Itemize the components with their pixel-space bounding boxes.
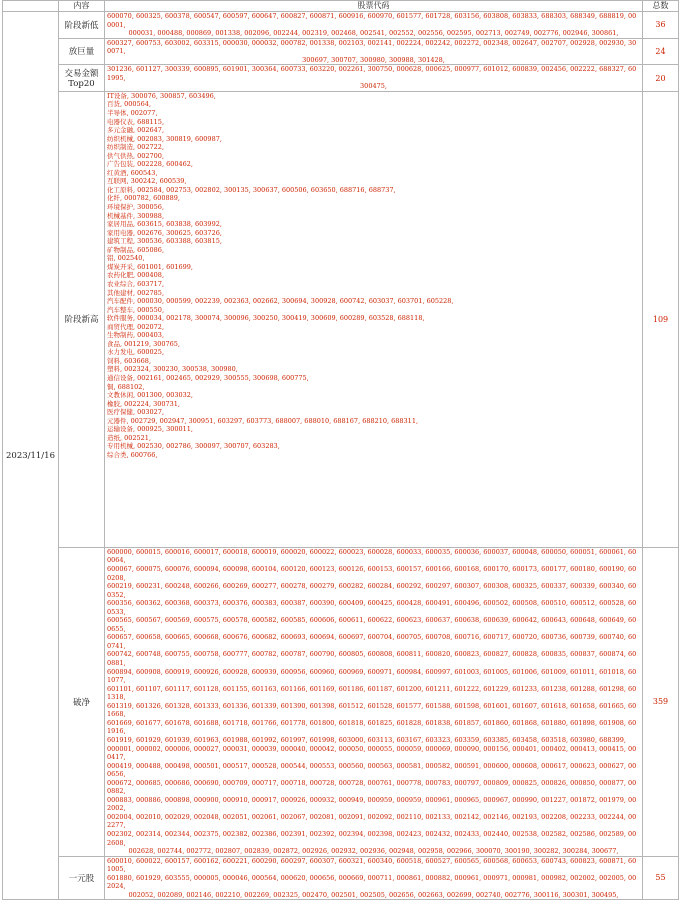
code-line: 000883, 000886, 000898, 000900, 000910, 000917, 000926, 000932, 000949, 000959, 000959, 000961, 000965, 000967, 000990, 001227, 001872, 001979, 002002,: [107, 795, 637, 813]
code-line: 水力发电, 600025,: [107, 348, 165, 357]
code-line: 造纸, 002521,: [107, 433, 152, 442]
code-line: 600070, 600325, 600378, 600547, 600597, 600647, 600827, 600871, 600916, 600970, 601577, 601728, 603156, 603808, 603833, 688303, 688349, 688819, 000001,: [107, 12, 637, 29]
date-cell: 2023/11/16: [3, 12, 59, 900]
category-label: 交易金额Top20: [59, 65, 105, 92]
code-line: 化工原料, 002584, 002753, 002802, 300135, 300637, 600506, 603650, 688716, 688737,: [107, 185, 396, 194]
code-line: 橡胶, 002224, 300731,: [107, 399, 180, 408]
code-line: 百货, 000564,: [107, 100, 152, 109]
code-line: 环境保护, 300056,: [107, 203, 165, 212]
header-codes: 股票代码: [105, 1, 643, 12]
code-line: 供气供热, 002700,: [107, 151, 165, 160]
code-line: 广告包装, 002228, 600462,: [107, 160, 193, 169]
code-line: 家居用品, 603615, 603838, 603992,: [107, 220, 222, 229]
code-line: 化纤, 000782, 600889,: [107, 194, 180, 203]
code-line: 生物制药, 000403,: [107, 331, 165, 340]
code-line: 600010, 600022, 600157, 600162, 600221, 600290, 600297, 600307, 600321, 600340, 600518, 600527, 600565, 600568, 600653, 600743, 600823, 600871, 601005,: [107, 856, 637, 874]
header-total: 总数: [643, 1, 679, 12]
total-count: 359: [643, 547, 679, 856]
codes-cell: [105, 91, 643, 547]
code-line: 建筑工程, 300536, 603388, 603815,: [107, 237, 222, 246]
code-line: 300475,: [360, 82, 387, 91]
code-line: 600356, 600362, 600368, 600373, 600376, 600383, 600387, 600390, 600409, 600425, 600428, 600491, 600496, 600502, 600508, 600510, 600512, 600528, 600533,: [107, 599, 637, 616]
code-line: 机械基件, 300988,: [107, 211, 165, 220]
code-line: 文教休闲, 001300, 003032,: [107, 391, 193, 400]
row-trade-amount-top20: [3, 65, 679, 92]
code-line: 运输设备, 000925, 300011,: [107, 425, 193, 434]
code-line: 通信设备, 002161, 002465, 002929, 300555, 300698, 600775,: [107, 373, 309, 382]
code-line: 半导体, 002077,: [107, 109, 158, 118]
header-content: 内容: [59, 1, 105, 12]
code-line: 300697, 300707, 300980, 300988, 301428,: [302, 55, 445, 64]
codes-cell: [105, 38, 643, 65]
code-line: 互联网, 300242, 600539,: [107, 177, 187, 186]
code-line: 元器件, 002729, 002947, 300951, 603297, 603773, 688007, 688010, 688167, 688210, 688311,: [107, 416, 419, 425]
code-line: 农业综合, 603717,: [107, 279, 165, 288]
code-line: 煤炭开采, 601001, 601699,: [107, 262, 193, 271]
codes-cell: [105, 547, 643, 856]
code-line: 农药化肥, 000408,: [107, 271, 165, 280]
code-line: 601669, 601677, 601678, 601688, 601718, 601766, 601778, 601800, 601818, 601825, 601828, 601838, 601857, 601860, 601868, 601880, 601898, 601908, 601916,: [107, 718, 637, 736]
code-line: 饲料, 603668,: [107, 356, 152, 365]
code-line: 000672, 000685, 000686, 000690, 000709, 000717, 000718, 000728, 000728, 000761, 000778, 000783, 000797, 000809, 000825, 000826, 000850, 000877, 000882,: [107, 778, 637, 796]
total-count: 109: [643, 91, 679, 547]
code-line: 600219, 600231, 600248, 600266, 600269, 600277, 600278, 600279, 600282, 600284, 600292, 600297, 600307, 600308, 600325, 600337, 600339, 600340, 600352,: [107, 582, 637, 599]
code-line: 汽车整车, 000550,: [107, 305, 165, 314]
category-label: 阶段新高: [59, 91, 105, 547]
code-line: 600565, 600567, 600569, 600575, 600578, 600582, 600585, 600606, 600611, 600622, 600623, 600637, 600638, 600639, 600642, 600643, 600648, 600649, 600655,: [107, 616, 637, 633]
code-line: 矿物制品, 605086,: [107, 245, 165, 254]
code-line: 601319, 601326, 601328, 601333, 601336, 601339, 601390, 601398, 601512, 601528, 601577, 601588, 601598, 601601, 601607, 601618, 601658, 601665, 601668,: [107, 701, 637, 719]
code-line: 000001, 000002, 000006, 000027, 000031, 000039, 000040, 000042, 000050, 000055, 000059, 000069, 000090, 000156, 000401, 000402, 000413, 000415, 000417,: [107, 744, 637, 762]
code-line: 600327, 600753, 603002, 603315, 000030, 000032, 000782, 001338, 002103, 002141, 002224, 002242, 002272, 002348, 002647, 002707, 002928, 002930, 300071,: [107, 38, 637, 56]
codes-cell: [105, 65, 643, 92]
code-line: 汽车配件, 000030, 000599, 002239, 002363, 002662, 300694, 300928, 600742, 603037, 603701, 605228,: [107, 297, 454, 306]
code-line: 600000, 600015, 600016, 600017, 600018, 600019, 600020, 600022, 600023, 600028, 600033, 600035, 600036, 600037, 600048, 600050, 600051, 600061, 600064,: [107, 547, 637, 565]
code-line: 000419, 000488, 000498, 000501, 000517, 000528, 000544, 000553, 000560, 000563, 000581, 000582, 000591, 000600, 000608, 000617, 000623, 000627, 000656,: [107, 761, 637, 779]
code-line: 软件服务, 000034, 002178, 300074, 300096, 300250, 300419, 300609, 600289, 603528, 688118,: [107, 314, 425, 323]
code-line: 电器仪表, 688115,: [107, 117, 165, 126]
code-line: 家用电器, 002676, 300625, 603726,: [107, 228, 222, 237]
code-line: 002628, 002744, 002772, 002807, 002839, 002872, 002926, 002932, 002936, 002948, 002958, 002966, 300070, 300190, 300282, 300284, 300677,: [128, 847, 619, 856]
total-count: 55: [643, 856, 679, 900]
code-line: 600742, 600748, 600755, 600758, 600777, 600782, 600787, 600790, 600805, 600808, 600811, 600820, 600823, 600827, 600828, 600835, 600837, 600874, 600881,: [107, 650, 637, 668]
code-line: 铝, 002540,: [107, 254, 145, 263]
code-line: 纺织机械, 002083, 300819, 600987,: [107, 134, 222, 143]
code-line: 多元金融, 002647,: [107, 126, 165, 135]
code-line: IT设备, 300076, 300857, 603496,: [107, 91, 216, 100]
code-line: 食品, 001219, 300765,: [107, 339, 180, 348]
row-stage-new-high: [3, 91, 679, 547]
category-label: 一元股: [59, 856, 105, 900]
category-label: 阶段新低: [59, 12, 105, 39]
header-row: [3, 1, 679, 12]
code-line: 002052, 002089, 002146, 002210, 002269, 002325, 002470, 002501, 002505, 002656, 002663, 002699, 002740, 002776, 300116, 300301, 300495,: [128, 890, 619, 899]
category-label: 放巨量: [59, 38, 105, 65]
code-line: 601919, 601929, 601939, 601963, 601988, 601992, 601997, 601998, 603000, 603113, 603167, 603323, 603359, 603385, 603458, 603518, 603980, 688399,: [107, 735, 626, 744]
code-line: 红黄酒, 600543,: [107, 168, 158, 177]
total-count: 24: [643, 38, 679, 65]
code-line: 600657, 600658, 600665, 600668, 600676, 600682, 600693, 600694, 600697, 600704, 600705, 600708, 600716, 600717, 600720, 600736, 600739, 600740, 600741,: [107, 633, 637, 650]
category-label: 破净: [59, 547, 105, 856]
code-line: 600067, 600075, 600076, 600094, 600098, 600104, 600120, 600123, 600126, 600153, 600157, 600166, 600168, 600170, 600173, 600177, 600180, 600190, 600208,: [107, 565, 637, 582]
row-stage-new-low: [3, 12, 679, 39]
code-line: 002004, 002010, 002029, 002048, 002051, 002061, 002067, 002081, 002091, 002092, 002110, 002133, 002142, 002146, 002193, 002208, 002233, 002244, 002277,: [107, 812, 637, 830]
code-line: 601101, 601107, 601117, 601128, 601155, 601163, 601166, 601169, 601186, 601187, 601200, 601211, 601222, 601229, 601233, 601238, 601288, 601298, 601318,: [107, 684, 637, 702]
stock-table: [2, 0, 679, 900]
code-line: 商贸代理, 002072,: [107, 322, 165, 331]
code-line: 医疗保健, 003027,: [107, 408, 165, 417]
code-line: 专用机械, 002530, 002786, 300097, 300707, 603283,: [107, 442, 280, 451]
total-count: 20: [643, 65, 679, 92]
code-line: 000031, 000488, 000869, 001338, 002096, 002244, 002319, 002468, 002541, 002552, 002556, 002595, 002713, 002749, 002776, 002946, 300861,: [128, 29, 619, 38]
row-below-net-asset: [3, 547, 679, 856]
code-line: 601880, 601929, 603555, 000005, 000046, 000564, 000620, 000656, 000669, 000711, 000861, 000882, 000961, 000971, 000981, 000982, 002002, 002005, 002024,: [107, 873, 637, 891]
code-line: 600894, 600908, 600919, 600926, 600928, 600939, 600956, 600960, 600969, 600971, 600984, 600997, 601003, 601005, 601006, 601009, 601011, 601018, 601077,: [107, 667, 637, 685]
code-line: 其他建材, 002785,: [107, 288, 165, 297]
code-line: 铜, 688102,: [107, 382, 145, 391]
row-one-yuan-stock: [3, 856, 679, 900]
total-count: 36: [643, 12, 679, 39]
code-line: 纺织制造, 002722,: [107, 143, 165, 152]
code-line: 塑料, 002324, 300230, 300538, 300980,: [107, 365, 238, 374]
code-line: 301236, 601127, 300339, 600895, 601901, 300364, 600733, 603220, 002261, 300750, 000628, 000625, 000977, 601012, 600839, 002456, 002222, 688327, 601995,: [107, 65, 637, 82]
code-line: 002302, 002314, 002344, 002375, 002382, 002386, 002391, 002392, 002394, 002398, 002423, 002432, 002433, 002440, 002538, 002582, 002586, 002589, 002608,: [107, 829, 637, 847]
code-line: 综合类, 600766,: [107, 450, 158, 459]
codes-cell: [105, 856, 643, 900]
codes-cell: [105, 12, 643, 39]
header-date: [3, 1, 59, 12]
row-huge-volume: [3, 38, 679, 65]
